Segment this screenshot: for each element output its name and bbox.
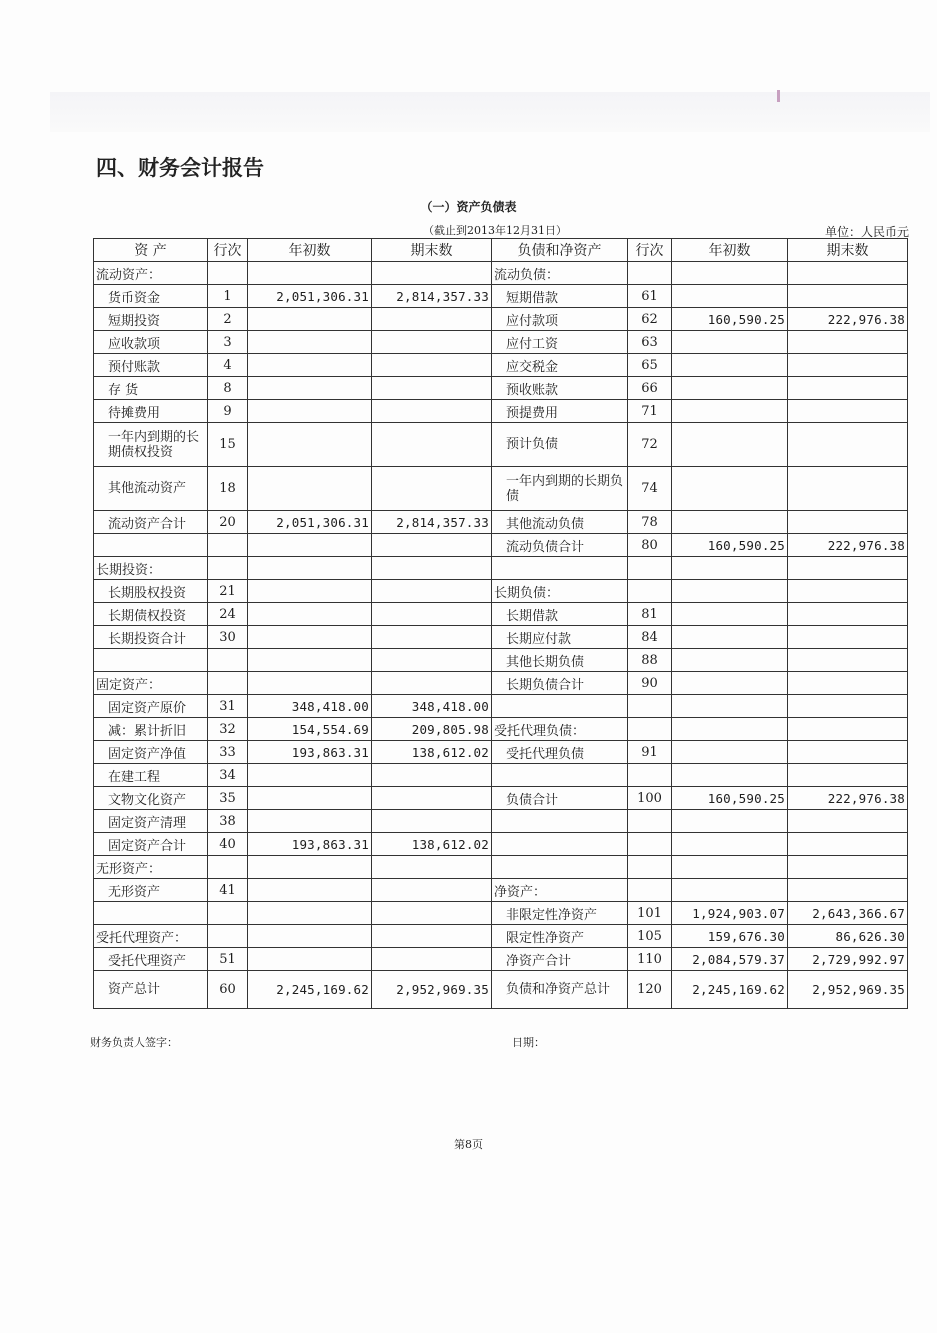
asset-begin [248, 467, 372, 511]
liability-begin [672, 672, 788, 695]
asset-label [94, 534, 208, 557]
asset-end: 138,612.02 [372, 741, 492, 764]
asset-label [94, 649, 208, 672]
asset-line: 38 [208, 810, 248, 833]
report-date: （截止到2013年12月31日） [423, 224, 567, 237]
asset-end [372, 331, 492, 354]
liability-label [492, 764, 628, 787]
asset-end [372, 626, 492, 649]
liability-end [788, 580, 908, 603]
liability-end [788, 810, 908, 833]
liability-begin [672, 377, 788, 400]
liability-end: 222,976.38 [788, 534, 908, 557]
liability-begin [672, 879, 788, 902]
liability-label [492, 856, 628, 879]
asset-label: 长期债权投资 [94, 603, 208, 626]
asset-label: 受托代理资产： [94, 925, 208, 948]
asset-label: 固定资产： [94, 672, 208, 695]
asset-line: 21 [208, 580, 248, 603]
table-row [94, 557, 908, 580]
currency-unit: 单位：人民币元 [824, 225, 909, 239]
asset-label: 固定资产清理 [94, 810, 208, 833]
asset-begin [248, 580, 372, 603]
asset-line: 35 [208, 787, 248, 810]
header-begin2: 年初数 [672, 239, 788, 262]
asset-end [372, 672, 492, 695]
liability-end: 86,626.30 [788, 925, 908, 948]
asset-line: 32 [208, 718, 248, 741]
liability-begin [672, 557, 788, 580]
asset-begin [248, 856, 372, 879]
table-row [94, 764, 908, 787]
liability-begin [672, 764, 788, 787]
liability-label: 净资产： [492, 879, 628, 902]
liability-line: 78 [628, 511, 672, 534]
liability-label: 一年内到期的长期负债 [492, 467, 628, 511]
asset-line: 4 [208, 354, 248, 377]
asset-label: 受托代理资产 [94, 948, 208, 971]
liability-begin [672, 423, 788, 467]
liability-begin: 160,590.25 [672, 787, 788, 810]
asset-line: 60 [208, 971, 248, 1009]
table-row [94, 580, 908, 603]
liability-begin: 1,924,903.07 [672, 902, 788, 925]
asset-begin [248, 925, 372, 948]
asset-label: 固定资产净值 [94, 741, 208, 764]
asset-end: 348,418.00 [372, 695, 492, 718]
asset-line [208, 925, 248, 948]
liability-line: 120 [628, 971, 672, 1009]
liability-end [788, 285, 908, 308]
liability-line: 71 [628, 400, 672, 423]
liability-end [788, 262, 908, 285]
liability-label [492, 810, 628, 833]
asset-end [372, 580, 492, 603]
liability-line [628, 833, 672, 856]
liability-label: 受托代理负债： [492, 718, 628, 741]
asset-label: 无形资产： [94, 856, 208, 879]
liability-end [788, 603, 908, 626]
liability-label: 其他流动负债 [492, 511, 628, 534]
asset-label: 流动资产： [94, 262, 208, 285]
table-header-row [94, 239, 908, 262]
table-row [94, 810, 908, 833]
liability-begin [672, 603, 788, 626]
table-row [94, 879, 908, 902]
liability-line [628, 810, 672, 833]
asset-begin: 193,863.31 [248, 833, 372, 856]
asset-label: 预付账款 [94, 354, 208, 377]
liability-label [492, 557, 628, 580]
liability-line [628, 262, 672, 285]
liability-begin [672, 833, 788, 856]
page-heading: 四、财务会计报告 [96, 156, 264, 180]
table-row [94, 603, 908, 626]
page-number: 第8页 [454, 1138, 483, 1151]
liability-line [628, 879, 672, 902]
liability-label: 长期负债： [492, 580, 628, 603]
liability-line [628, 580, 672, 603]
asset-end [372, 377, 492, 400]
asset-begin [248, 649, 372, 672]
liability-label: 流动负债合计 [492, 534, 628, 557]
asset-end [372, 879, 492, 902]
signer-label: 财务负责人签字： [90, 1036, 178, 1049]
header-asset: 资 产 [94, 239, 208, 262]
liability-end [788, 672, 908, 695]
asset-end: 2,952,969.35 [372, 971, 492, 1009]
liability-label: 其他长期负债 [492, 649, 628, 672]
asset-end [372, 925, 492, 948]
asset-end: 138,612.02 [372, 833, 492, 856]
asset-begin [248, 879, 372, 902]
liability-end: 2,952,969.35 [788, 971, 908, 1009]
table-row [94, 467, 908, 511]
asset-end: 2,814,357.33 [372, 511, 492, 534]
asset-end: 2,814,357.33 [372, 285, 492, 308]
liability-end [788, 423, 908, 467]
liability-label: 限定性净资产 [492, 925, 628, 948]
asset-begin [248, 534, 372, 557]
liability-line: 110 [628, 948, 672, 971]
liability-end [788, 331, 908, 354]
liability-begin [672, 400, 788, 423]
asset-end [372, 764, 492, 787]
table-row [94, 672, 908, 695]
table-row [94, 308, 908, 331]
asset-label: 短期投资 [94, 308, 208, 331]
asset-label: 流动资产合计 [94, 511, 208, 534]
liability-begin [672, 580, 788, 603]
header-begin: 年初数 [248, 239, 372, 262]
table-row [94, 285, 908, 308]
liability-end [788, 879, 908, 902]
liability-end [788, 741, 908, 764]
asset-label: 固定资产合计 [94, 833, 208, 856]
header-line: 行次 [208, 239, 248, 262]
asset-begin [248, 764, 372, 787]
liability-line: 65 [628, 354, 672, 377]
asset-line: 41 [208, 879, 248, 902]
asset-label: 无形资产 [94, 879, 208, 902]
asset-label: 在建工程 [94, 764, 208, 787]
asset-end [372, 902, 492, 925]
asset-label: 资产总计 [94, 971, 208, 1009]
liability-end: 2,729,992.97 [788, 948, 908, 971]
table-row [94, 856, 908, 879]
liability-label [492, 833, 628, 856]
header-end2: 期末数 [788, 239, 908, 262]
liability-label: 流动负债： [492, 262, 628, 285]
asset-label: 长期投资： [94, 557, 208, 580]
asset-end [372, 308, 492, 331]
asset-line [208, 902, 248, 925]
asset-line: 8 [208, 377, 248, 400]
liability-label: 应交税金 [492, 354, 628, 377]
liability-begin [672, 695, 788, 718]
asset-begin [248, 423, 372, 467]
asset-end [372, 467, 492, 511]
asset-line: 2 [208, 308, 248, 331]
asset-end [372, 603, 492, 626]
asset-begin: 2,051,306.31 [248, 285, 372, 308]
liability-end [788, 833, 908, 856]
liability-label: 预计负债 [492, 423, 628, 467]
asset-begin [248, 377, 372, 400]
liability-begin [672, 810, 788, 833]
liability-line [628, 856, 672, 879]
liability-line: 80 [628, 534, 672, 557]
liability-line: 72 [628, 423, 672, 467]
liability-begin: 160,590.25 [672, 308, 788, 331]
asset-end [372, 557, 492, 580]
asset-begin [248, 308, 372, 331]
asset-end [372, 856, 492, 879]
liability-end [788, 695, 908, 718]
asset-begin [248, 787, 372, 810]
asset-label: 长期股权投资 [94, 580, 208, 603]
asset-begin: 2,051,306.31 [248, 511, 372, 534]
liability-end [788, 467, 908, 511]
asset-begin [248, 557, 372, 580]
asset-end [372, 534, 492, 557]
table-row [94, 741, 908, 764]
liability-line [628, 557, 672, 580]
asset-label: 一年内到期的长期债权投资 [94, 423, 208, 467]
liability-begin [672, 285, 788, 308]
liability-line: 105 [628, 925, 672, 948]
liability-end: 222,976.38 [788, 308, 908, 331]
asset-end [372, 262, 492, 285]
liability-line: 101 [628, 902, 672, 925]
liability-label: 长期应付款 [492, 626, 628, 649]
liability-begin: 159,676.30 [672, 925, 788, 948]
asset-label [94, 902, 208, 925]
liability-begin [672, 262, 788, 285]
liability-end [788, 400, 908, 423]
liability-end [788, 649, 908, 672]
table-row [94, 925, 908, 948]
liability-label [492, 695, 628, 718]
liability-line: 74 [628, 467, 672, 511]
balance-sheet-table [93, 238, 908, 1009]
header-end: 期末数 [372, 239, 492, 262]
asset-label: 减：累计折旧 [94, 718, 208, 741]
asset-line: 9 [208, 400, 248, 423]
liability-line [628, 718, 672, 741]
table-row [94, 787, 908, 810]
header-liability: 负债和净资产 [492, 239, 628, 262]
asset-label: 待摊费用 [94, 400, 208, 423]
asset-line [208, 856, 248, 879]
asset-label: 文物文化资产 [94, 787, 208, 810]
liability-label: 长期负债合计 [492, 672, 628, 695]
liability-end [788, 764, 908, 787]
asset-line [208, 534, 248, 557]
liability-line [628, 764, 672, 787]
asset-label: 货币资金 [94, 285, 208, 308]
liability-label: 应付工资 [492, 331, 628, 354]
liability-label: 应付款项 [492, 308, 628, 331]
table-row [94, 649, 908, 672]
asset-end [372, 354, 492, 377]
report-title: （一）资产负债表 [420, 200, 517, 214]
liability-begin [672, 626, 788, 649]
asset-end [372, 423, 492, 467]
asset-begin: 193,863.31 [248, 741, 372, 764]
asset-line: 51 [208, 948, 248, 971]
header-line2: 行次 [628, 239, 672, 262]
liability-begin [672, 718, 788, 741]
liability-end [788, 718, 908, 741]
liability-line: 81 [628, 603, 672, 626]
asset-begin [248, 400, 372, 423]
liability-begin [672, 331, 788, 354]
liability-begin: 2,245,169.62 [672, 971, 788, 1009]
asset-line: 34 [208, 764, 248, 787]
table-row [94, 971, 908, 1009]
liability-line [628, 695, 672, 718]
asset-line: 1 [208, 285, 248, 308]
liability-line: 63 [628, 331, 672, 354]
table-row [94, 262, 908, 285]
table-row [94, 400, 908, 423]
asset-begin [248, 354, 372, 377]
asset-label: 存 货 [94, 377, 208, 400]
asset-label: 长期投资合计 [94, 626, 208, 649]
asset-line [208, 557, 248, 580]
table-row [94, 423, 908, 467]
asset-begin: 2,245,169.62 [248, 971, 372, 1009]
asset-line: 3 [208, 331, 248, 354]
table-row [94, 626, 908, 649]
liability-line: 100 [628, 787, 672, 810]
liability-label: 负债和净资产总计 [492, 971, 628, 1009]
asset-begin [248, 672, 372, 695]
asset-begin: 154,554.69 [248, 718, 372, 741]
asset-line: 31 [208, 695, 248, 718]
liability-begin [672, 354, 788, 377]
asset-begin [248, 902, 372, 925]
liability-line: 91 [628, 741, 672, 764]
asset-begin [248, 603, 372, 626]
asset-label: 其他流动资产 [94, 467, 208, 511]
liability-begin [672, 649, 788, 672]
liability-end [788, 354, 908, 377]
asset-label: 固定资产原价 [94, 695, 208, 718]
liability-label: 负债合计 [492, 787, 628, 810]
scan-band [50, 92, 930, 132]
table-row [94, 534, 908, 557]
asset-begin [248, 262, 372, 285]
liability-end [788, 511, 908, 534]
liability-begin [672, 856, 788, 879]
table-row [94, 377, 908, 400]
liability-line: 66 [628, 377, 672, 400]
asset-line [208, 672, 248, 695]
liability-begin: 160,590.25 [672, 534, 788, 557]
asset-line: 24 [208, 603, 248, 626]
asset-line: 20 [208, 511, 248, 534]
asset-line: 40 [208, 833, 248, 856]
asset-label: 应收款项 [94, 331, 208, 354]
table-row [94, 833, 908, 856]
liability-end: 2,643,366.67 [788, 902, 908, 925]
asset-begin [248, 810, 372, 833]
liability-label: 预收账款 [492, 377, 628, 400]
table-row [94, 695, 908, 718]
table-row [94, 718, 908, 741]
asset-begin: 348,418.00 [248, 695, 372, 718]
asset-line: 18 [208, 467, 248, 511]
liability-label: 受托代理负债 [492, 741, 628, 764]
liability-line: 84 [628, 626, 672, 649]
date-label: 日期： [512, 1036, 545, 1049]
liability-label: 非限定性净资产 [492, 902, 628, 925]
asset-line: 30 [208, 626, 248, 649]
asset-end [372, 810, 492, 833]
table-row [94, 902, 908, 925]
liability-line: 61 [628, 285, 672, 308]
liability-begin [672, 467, 788, 511]
liability-line: 90 [628, 672, 672, 695]
table-row [94, 331, 908, 354]
asset-end: 209,805.98 [372, 718, 492, 741]
asset-begin [248, 331, 372, 354]
liability-end [788, 626, 908, 649]
liability-label: 长期借款 [492, 603, 628, 626]
table-row [94, 948, 908, 971]
liability-label: 净资产合计 [492, 948, 628, 971]
asset-end [372, 948, 492, 971]
table-row [94, 511, 908, 534]
liability-end [788, 557, 908, 580]
asset-line [208, 649, 248, 672]
liability-line: 62 [628, 308, 672, 331]
liability-begin [672, 511, 788, 534]
asset-end [372, 400, 492, 423]
liability-line: 88 [628, 649, 672, 672]
asset-line [208, 262, 248, 285]
liability-end [788, 856, 908, 879]
liability-begin [672, 741, 788, 764]
asset-end [372, 649, 492, 672]
asset-line: 33 [208, 741, 248, 764]
asset-end [372, 787, 492, 810]
liability-label: 短期借款 [492, 285, 628, 308]
asset-line: 15 [208, 423, 248, 467]
liability-end [788, 377, 908, 400]
liability-end: 222,976.38 [788, 787, 908, 810]
liability-begin: 2,084,579.37 [672, 948, 788, 971]
asset-begin [248, 626, 372, 649]
asset-begin [248, 948, 372, 971]
liability-label: 预提费用 [492, 400, 628, 423]
table-row [94, 354, 908, 377]
scan-mark [777, 90, 780, 102]
